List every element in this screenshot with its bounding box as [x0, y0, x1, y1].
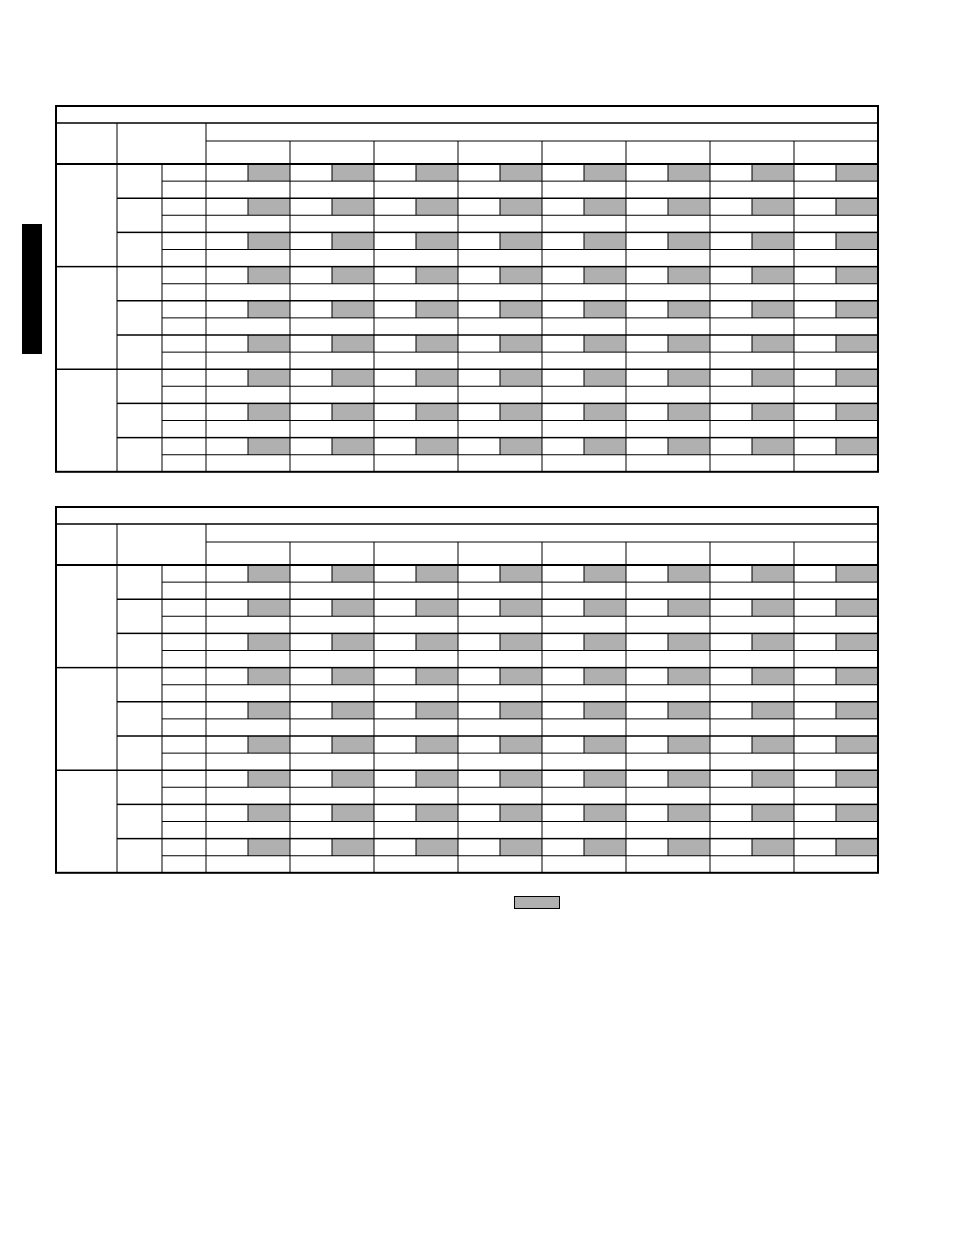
shaded-cell	[752, 668, 794, 685]
shaded-cell	[500, 770, 542, 787]
shaded-cell	[332, 565, 374, 582]
shaded-cell	[752, 736, 794, 753]
shaded-cell	[332, 839, 374, 856]
shaded-cell	[668, 804, 710, 821]
shaded-cell	[752, 770, 794, 787]
shaded-cell	[836, 770, 878, 787]
shaded-cell	[584, 633, 626, 650]
shaded-cell	[752, 804, 794, 821]
shaded-cell	[584, 565, 626, 582]
shaded-cell	[584, 702, 626, 719]
shaded-cell	[668, 565, 710, 582]
shaded-cell	[752, 599, 794, 616]
shaded-cell	[836, 599, 878, 616]
shaded-cell	[248, 839, 290, 856]
shaded-cell	[248, 668, 290, 685]
shaded-cell-legend-swatch	[514, 896, 560, 909]
shaded-cell	[836, 804, 878, 821]
shaded-cell	[416, 770, 458, 787]
shaded-cell	[584, 770, 626, 787]
shaded-cell	[416, 702, 458, 719]
shaded-cell	[332, 804, 374, 821]
shaded-cell	[332, 633, 374, 650]
shaded-cell	[416, 633, 458, 650]
shaded-cell	[416, 668, 458, 685]
shaded-cell	[500, 599, 542, 616]
shaded-cell	[500, 565, 542, 582]
shaded-cell	[584, 839, 626, 856]
shaded-cell	[836, 839, 878, 856]
shaded-cell	[416, 736, 458, 753]
shaded-cell	[752, 565, 794, 582]
shaded-cell	[500, 804, 542, 821]
shaded-cell	[416, 565, 458, 582]
shaded-cell	[248, 770, 290, 787]
shaded-cell	[668, 633, 710, 650]
shaded-cell	[332, 770, 374, 787]
shaded-cell	[332, 702, 374, 719]
shaded-cell	[752, 839, 794, 856]
shaded-cell	[332, 736, 374, 753]
shaded-cell	[752, 702, 794, 719]
shaded-cell	[836, 565, 878, 582]
shaded-cell	[248, 702, 290, 719]
shaded-cell	[248, 804, 290, 821]
shaded-cell	[248, 565, 290, 582]
shaded-cell	[668, 599, 710, 616]
shaded-cell	[332, 668, 374, 685]
shaded-cell	[584, 599, 626, 616]
shaded-cell	[500, 633, 542, 650]
shaded-cell	[500, 702, 542, 719]
shaded-cell	[500, 839, 542, 856]
shaded-cell	[668, 839, 710, 856]
shaded-cell	[416, 599, 458, 616]
shaded-cell	[584, 804, 626, 821]
shaded-cell	[416, 839, 458, 856]
shaded-cell	[248, 736, 290, 753]
shaded-cell	[584, 668, 626, 685]
shaded-cell	[668, 702, 710, 719]
shaded-cell	[500, 736, 542, 753]
shaded-cell	[836, 633, 878, 650]
shaded-cell	[248, 633, 290, 650]
shaded-cell	[332, 599, 374, 616]
shaded-cell	[668, 770, 710, 787]
shaded-cell	[836, 668, 878, 685]
shaded-cell	[248, 599, 290, 616]
shaded-cell	[836, 702, 878, 719]
shaded-cell	[500, 668, 542, 685]
shaded-cell	[668, 736, 710, 753]
shaded-cell	[836, 736, 878, 753]
shaded-cell	[584, 736, 626, 753]
shaded-cell	[668, 668, 710, 685]
shaded-cell	[416, 804, 458, 821]
shaded-cell	[752, 633, 794, 650]
